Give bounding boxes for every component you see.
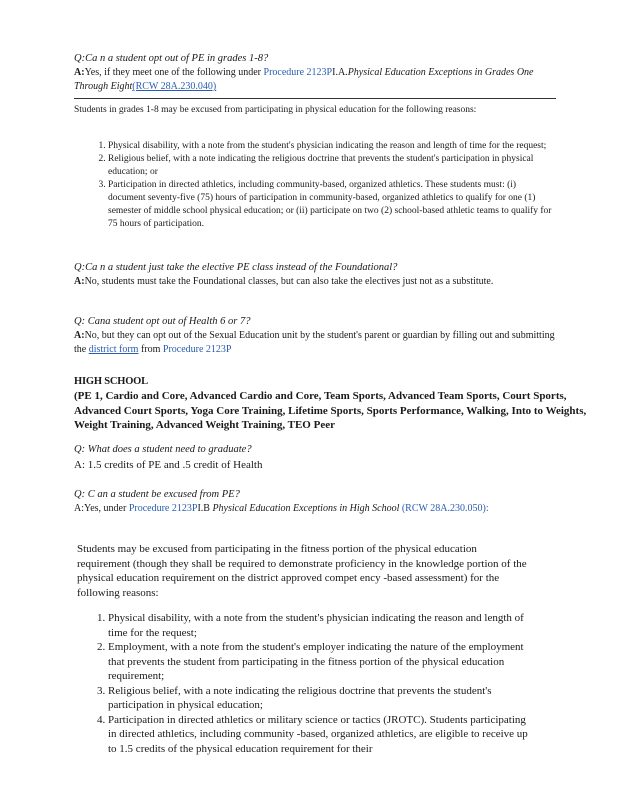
ms-question-health: Q: Cana student opt out of Health 6 or 7? <box>74 316 251 327</box>
high-school-heading: HIGH SCHOOL <box>74 376 148 387</box>
hs-reasons-list <box>74 611 536 756</box>
box-top-rule <box>74 98 556 99</box>
rcw-28a-230-050-link[interactable]: (RCW 28A.230.050): <box>401 503 489 514</box>
procedure-2123p-link[interactable]: Procedure 2123P <box>263 67 333 78</box>
district-form-link[interactable]: district form <box>88 344 139 355</box>
hs-question-graduate: Q: What does a student need to graduate? <box>74 444 252 455</box>
list-item: 1. Physical disability, with a note from the student's physician indicating the reason and length of time for the request; <box>108 140 554 153</box>
procedure-2123p-link[interactable]: Procedure 2123P <box>162 344 232 355</box>
ms-answer-elective: A:No, students must take the Foundational classes, but can also take the electives just not as a substitute. <box>74 276 494 287</box>
ms-reasons-list <box>74 140 554 231</box>
high-school-course-list: (PE 1, Cardio and Core, Advanced Cardio and Core, Team Sports, Advanced Team Sports, Court Sports, Advanced Court Sports, Yoga Core Training, Lifetime Sports, Sports Performance, Walking, Into to Weights, Weight Training, Advanced Weight Training, TEO Peer <box>74 390 587 431</box>
ms-excuse-intro: Students in grades 1-8 may be excused from participating in physical education for the following reasons: <box>74 105 477 115</box>
hs-excuse-reasons <box>74 611 536 756</box>
list-item: 4. Participation in directed athletics or military science or tactics (JROTC). Students participating in directed athletics, including community -based, organized athletics, are eligible to receive up to 1.5 credits of the physical education requirement for their <box>108 713 536 757</box>
ms-question-elective: Q:Ca n a student just take the elective PE class instead of the Foundational? <box>74 262 398 273</box>
ms-question-opt-out: Q:Ca n a student opt out of PE in grades 1-8? <box>74 53 269 64</box>
rcw-28a-230-040-link[interactable]: (RCW 28A.230.040) <box>132 81 217 92</box>
hs-excuse-intro: Students may be excused from participating in the fitness portion of the physical education requirement (though they shall be required to demonstrate proficiency in the knowledge portion of the physical education requirement on the district approved compet ency -based assessment) for the following reasons: <box>77 543 527 599</box>
list-item: 2. Religious belief, with a note indicating the religious doctrine that prevents the student's participation in physical education; or <box>108 153 554 179</box>
hs-question-excused: Q: C an a student be excused from PE? <box>74 489 240 500</box>
list-item: 3. Participation in directed athletics, including community-based, organized athletics. These students must: (i) document seventy-five (75) hours of participation in community-based, organized athletics to qualify for one (1) semester of middle school physical education; or (ii) participate on two (2) school-based athletic teams to qualify for 75 hours of participation. <box>108 179 554 231</box>
hs-answer-graduate: A: 1.5 credits of PE and .5 credit of Health <box>74 459 263 471</box>
ms-excuse-reasons <box>74 140 554 231</box>
procedure-2123p-link[interactable]: Procedure 2123P <box>128 503 198 514</box>
hs-answer-excused: A:Yes, under Procedure 2123PI.B Physical Education Exceptions in High School (RCW 28A.230.050): <box>74 503 489 514</box>
ms-answer-health: A:No, but they can opt out of the Sexual Education unit by the student's parent or guardian by filling out and submitting the district form from Procedure 2123P <box>74 330 555 355</box>
ms-answer-opt-out: A:Yes, if they meet one of the following under Procedure 2123PI.A.Physical Education Exceptions in Grades One Through Eight(RCW 28A.230.040) <box>74 67 534 92</box>
list-item: 3. Religious belief, with a note indicating the religious doctrine that prevents the student's participation in physical education; <box>108 684 536 713</box>
list-item: 2. Employment, with a note from the student's employer indicating the nature of the employment that prevents the student from participating in the fitness portion of the physical education requirement; <box>108 640 536 684</box>
list-item: 1. Physical disability, with a note from the student's physician indicating the reason and length of time for the request; <box>108 611 536 640</box>
